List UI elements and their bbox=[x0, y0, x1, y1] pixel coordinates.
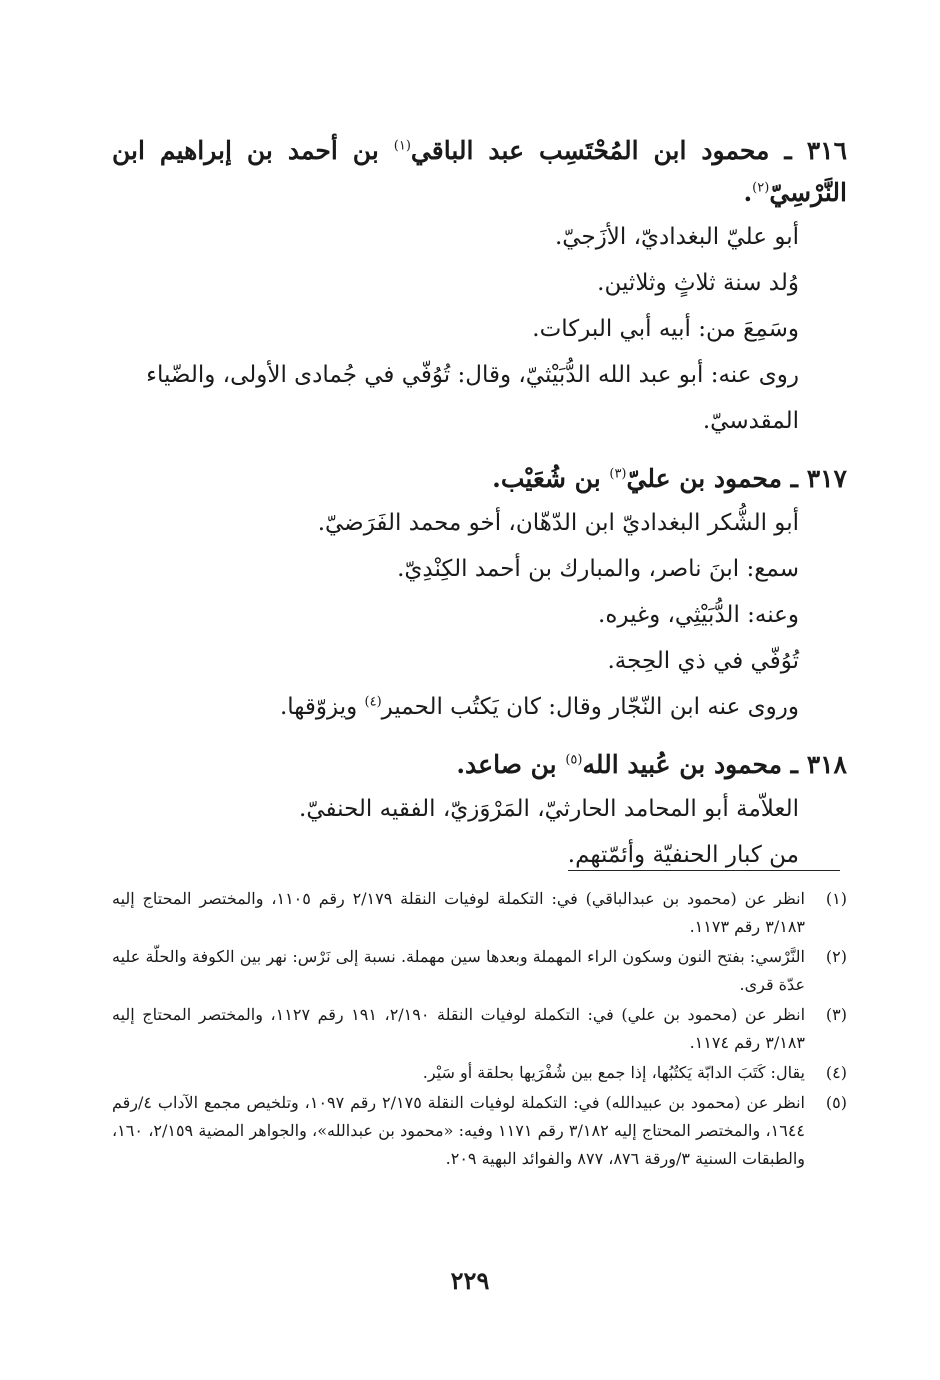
entry-line: العلاّمة أبو المحامد الحارثيّ، المَرْوَزيّ، الفقيه الحنفيّ. bbox=[299, 796, 799, 822]
entry-line: وُلد سنة ثلاثٍ وثلاثين. bbox=[597, 270, 799, 296]
entry-line-text: روى عنه: أبو عبد الله الدُّبَيْثيّ، وقال: تُوُفّي في جُمادى الأولى، والضّياء المقدسيّ. bbox=[146, 362, 799, 434]
footnote bbox=[112, 1089, 847, 1173]
entry-316 bbox=[112, 130, 847, 444]
footnotes bbox=[112, 885, 847, 1175]
entry-line: سمع: ابنَ ناصر، والمبارك بن أحمد الكِنْدِيّ. bbox=[397, 556, 799, 582]
entry-line bbox=[112, 684, 847, 730]
footnote-divider bbox=[568, 870, 840, 871]
entry-line bbox=[112, 352, 847, 444]
footnote-number: (٣) bbox=[825, 1005, 847, 1024]
entry-line: أبو الشُّكر البغداديّ ابن الدّهّان، أخو محمد الفَرَضيّ. bbox=[317, 510, 799, 536]
main-text bbox=[112, 130, 847, 892]
heading-text: ٣١٧ ـ محمود بن عليّ bbox=[626, 464, 847, 493]
heading-text: ٣١٦ ـ محمود ابن المُحْتَسِب عبد الباقي bbox=[410, 136, 848, 165]
page-number: ٢٢٩ bbox=[450, 1266, 490, 1295]
footnote bbox=[112, 943, 847, 999]
footnote-ref[interactable]: (٥) bbox=[565, 752, 583, 768]
entry-line: من كبار الحنفيّة وأئمّتهم. bbox=[567, 842, 799, 868]
heading-text: بن أحمد بن إبراهيم ابن النَّرْسِيّ bbox=[112, 136, 847, 207]
footnote-text: يقال: كَتَبَ الدابّة يَكتُبُها، إذا جمع بين شُفْرَيها بحلقة أو سَيْر. bbox=[422, 1063, 805, 1082]
heading-text: بن شُعَيْب. bbox=[492, 464, 610, 493]
footnote-number: (٥) bbox=[825, 1093, 847, 1112]
heading-text: ٣١٨ ـ محمود بن عُبيد الله bbox=[582, 750, 847, 779]
footnote bbox=[112, 885, 847, 941]
entry-heading bbox=[112, 458, 847, 500]
entry-line: أبو عليّ البغداديّ، الأزَجيّ. bbox=[555, 224, 799, 250]
entry-line: وعنه: الدُّبَيْثِي، وغيره. bbox=[598, 602, 799, 628]
footnote-text: انظر عن (محمود بن عبدالباقي) في: التكملة لوفيات النقلة ٢/١٧٩ رقم ١١٠٥، والمختصر المحتاج إليه ٣/١٨٣ رقم ١١٧٣. bbox=[112, 889, 806, 936]
entry-line: تُوُفّي في ذي الحِجة. bbox=[607, 648, 799, 674]
footnote-text: انظر عن (محمود بن علي) في: التكملة لوفيات النقلة ٢/١٩٠، ١٩١ رقم ١١٢٧، والمختصر المحتاج إليه ٣/١٨٣ رقم ١١٧٤. bbox=[112, 1005, 806, 1052]
heading-text: بن صاعد. bbox=[456, 750, 566, 779]
footnote bbox=[112, 1001, 847, 1057]
entry-317 bbox=[112, 458, 847, 730]
footnote-ref[interactable]: (٣) bbox=[609, 466, 627, 482]
footnote bbox=[112, 1059, 847, 1087]
entry-318 bbox=[112, 744, 847, 878]
heading-text: . bbox=[743, 178, 753, 207]
entry-line-text: وروى عنه ابن النّجّار وقال: كان يَكتُب الحمير bbox=[381, 694, 799, 720]
footnote-ref[interactable]: (٢) bbox=[752, 180, 770, 196]
entry-line-text: ويزوّقها. bbox=[279, 694, 365, 720]
footnote-ref[interactable]: (٤) bbox=[364, 694, 382, 710]
footnote-ref[interactable]: (١) bbox=[393, 138, 411, 154]
footnote-number: (٤) bbox=[825, 1063, 847, 1082]
entry-line: وسَمِعَ من: أبيه أبي البركات. bbox=[532, 316, 799, 342]
footnote-text: النَّرْسي: بفتح النون وسكون الراء المهملة وبعدها سين مهملة. نسبة إلى نَرْس: نهر بين الكوفة والحلّة عليه عدّة قرى. bbox=[112, 947, 805, 994]
footnote-number: (١) bbox=[825, 889, 847, 908]
entry-heading bbox=[112, 130, 847, 214]
footnote-text: انظر عن (محمود بن عبيدالله) في: التكملة لوفيات النقلة ٢/١٧٥ رقم ١٠٩٧، وتلخيص مجمع الآداب ٤/رقم ١٦٤٤، والمختصر المحتاج إليه ٣/١٨٢ رقم ١١٧١ وفيه: «محمود بن عبدالله»، والجواهر المضية ٢/١٥٩، ١٦٠، والطبقات السنية ٣/ورقة ٨٧٦، ٨٧٧ والفوائد البهية ٢٠٩. bbox=[112, 1093, 805, 1168]
entry-heading bbox=[112, 744, 847, 786]
footnote-number: (٢) bbox=[825, 947, 847, 966]
